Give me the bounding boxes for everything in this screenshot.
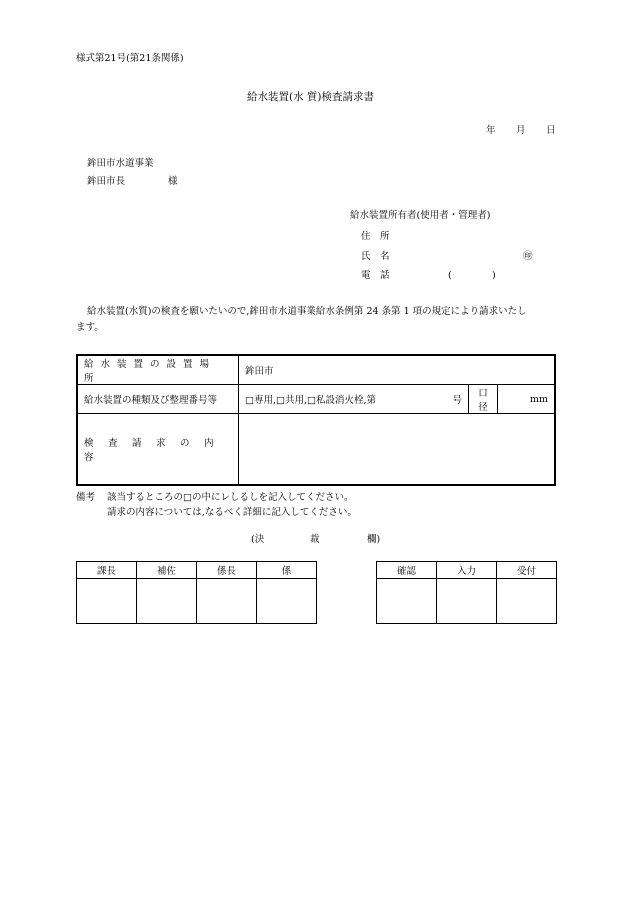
table-row-type [77, 385, 555, 414]
name-label: 氏 名 [361, 251, 390, 262]
date-day: 日 [546, 125, 556, 136]
approval-header-uketsuke: 受付 [497, 562, 557, 579]
type-label-cell [77, 385, 239, 414]
approval-table-left [76, 561, 317, 624]
request-text-line1: 給水装置(水質)の検査を願いたいので,鉾田市水道事業給水条例第 24 条第 1 項の規定により請求いたし [87, 306, 527, 317]
remarks-line2: 請求の内容については,なるべく詳細に記入してください。 [107, 507, 357, 518]
approval-left-stamp-row [77, 579, 317, 624]
address-label: 住 所 [361, 231, 390, 242]
seal-mark: ㊞ [523, 251, 533, 262]
diameter-value-cell[interactable] [498, 385, 556, 414]
approval-table-right [376, 561, 557, 624]
stamp-box-hosa[interactable] [137, 579, 197, 624]
approval-header-kacho: 課長 [77, 562, 137, 579]
location-label-cell [77, 355, 239, 385]
diameter-unit: mm [529, 393, 548, 405]
addressee-honorific: 様 [168, 176, 178, 187]
stamp-box-kakari[interactable] [257, 579, 317, 624]
approval-header-kakari: 係 [257, 562, 317, 579]
stamp-box-nyuryoku[interactable] [437, 579, 497, 624]
type-options: □専用,□共用,□私設消火栓,第 [245, 395, 376, 406]
phone-paren-close: ) [492, 270, 496, 281]
phone-label: 電 話 [361, 270, 390, 281]
date-month: 月 [516, 125, 526, 136]
phone-paren-open: ( [448, 270, 452, 281]
location-label: 給水装置の設置場所 [84, 359, 217, 384]
approval-header-hosa: 補佐 [137, 562, 197, 579]
remarks-line1: 該当するところの□の中にレしるしを記入してください。 [107, 492, 354, 503]
remarks-label: 備考 [76, 492, 96, 503]
document-title: 給水装置(水 質)検査請求書 [247, 91, 375, 103]
table-row-content [77, 414, 555, 485]
inspection-request-table [76, 354, 556, 486]
content-label: 検査請求の内容 [84, 437, 229, 463]
request-text-line2: ます。 [76, 322, 104, 333]
approval-heading-close: 欄) [367, 534, 381, 545]
date-year: 年 [486, 125, 496, 136]
location-value: 鉾田市 [245, 366, 274, 377]
table-row-location [77, 355, 555, 385]
applicant-heading: 給水装置所有者(使用者・管理者) [350, 210, 491, 221]
approval-left-header-row [77, 562, 317, 579]
stamp-box-uketsuke[interactable] [497, 579, 557, 624]
type-number-suffix: 号 [452, 395, 462, 406]
stamp-box-kakunin[interactable] [377, 579, 437, 624]
content-label-cell [77, 414, 239, 485]
type-label: 給水装置の種類及び整理番号等 [84, 395, 218, 406]
approval-header-kakunin: 確認 [377, 562, 437, 579]
stamp-box-kakaricho[interactable] [197, 579, 257, 624]
form-number: 様式第21号(第21条関係) [76, 53, 184, 64]
approval-header-nyuryoku: 入力 [437, 562, 497, 579]
approval-heading-mid: 裁 [310, 534, 320, 545]
location-value-cell[interactable] [239, 355, 556, 385]
stamp-box-kacho[interactable] [77, 579, 137, 624]
approval-header-kakaricho: 係長 [197, 562, 257, 579]
content-value-cell[interactable] [239, 414, 556, 485]
approval-right-header-row [377, 562, 557, 579]
addressee-line1: 鉾田市水道事業 [87, 158, 154, 169]
diameter-label-cell [469, 385, 498, 414]
approval-heading-open: (決 [251, 534, 265, 545]
diameter-label: 口径 [478, 388, 488, 413]
type-options-cell[interactable] [239, 385, 469, 414]
approval-right-stamp-row [377, 579, 557, 624]
addressee-line2: 鉾田市長 [87, 176, 126, 187]
